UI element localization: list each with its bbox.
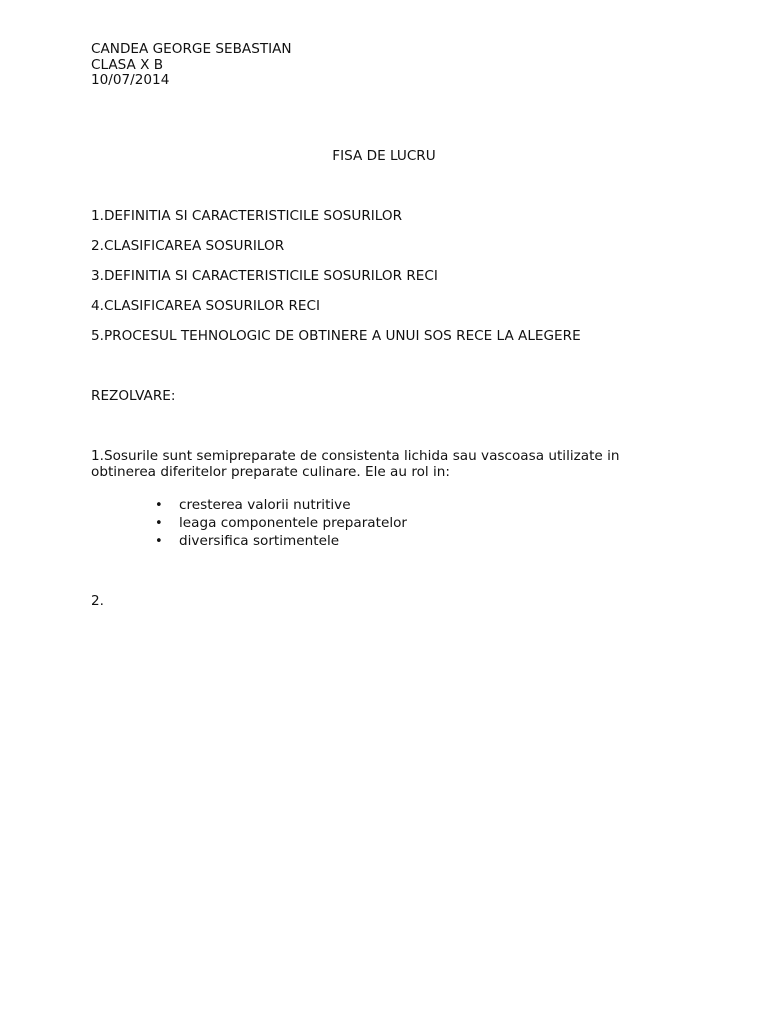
- document-date: 10/07/2014: [91, 72, 170, 88]
- question-item: 5.PROCESUL TEHNOLOGIC DE OBTINERE A UNUI SOS RECE LA ALEGERE: [91, 328, 581, 344]
- student-name: CANDEA GEORGE SEBASTIAN: [91, 41, 292, 57]
- answer-1-bullet-list: [0, 497, 407, 550]
- bullet-icon: •: [155, 533, 163, 549]
- question-item: 2.CLASIFICAREA SOSURILOR: [91, 238, 285, 254]
- question-item: 3.DEFINITIA SI CARACTERISTICILE SOSURILOR RECI: [91, 268, 438, 284]
- list-item: [0, 497, 407, 515]
- bullet-text: diversifica sortimentele: [179, 532, 340, 549]
- student-header: [91, 42, 292, 89]
- list-item: [0, 533, 407, 551]
- bullet-icon: •: [155, 515, 163, 531]
- list-item: [0, 515, 407, 533]
- bullet-icon: •: [155, 498, 163, 513]
- student-class: CLASA X B: [91, 56, 164, 73]
- question-item: 4.CLASIFICAREA SOSURILOR RECI: [91, 298, 321, 314]
- solution-heading: REZOLVARE:: [91, 388, 176, 404]
- bullet-text: leaga componentele preparatelor: [179, 514, 408, 531]
- answer-1-paragraph: 1.Sosurile sunt semipreparate de consistenta lichida sau vascoasa utilizate in obtinerea diferitelor preparate culinare. Ele au rol in:: [91, 448, 620, 480]
- document-title: FISA DE LUCRU: [332, 148, 436, 164]
- bullet-text: cresterea valorii nutritive: [179, 497, 351, 513]
- answer-2-paragraph: 2.: [91, 593, 104, 609]
- question-item: 1.DEFINITIA SI CARACTERISTICILE SOSURILOR: [91, 208, 403, 224]
